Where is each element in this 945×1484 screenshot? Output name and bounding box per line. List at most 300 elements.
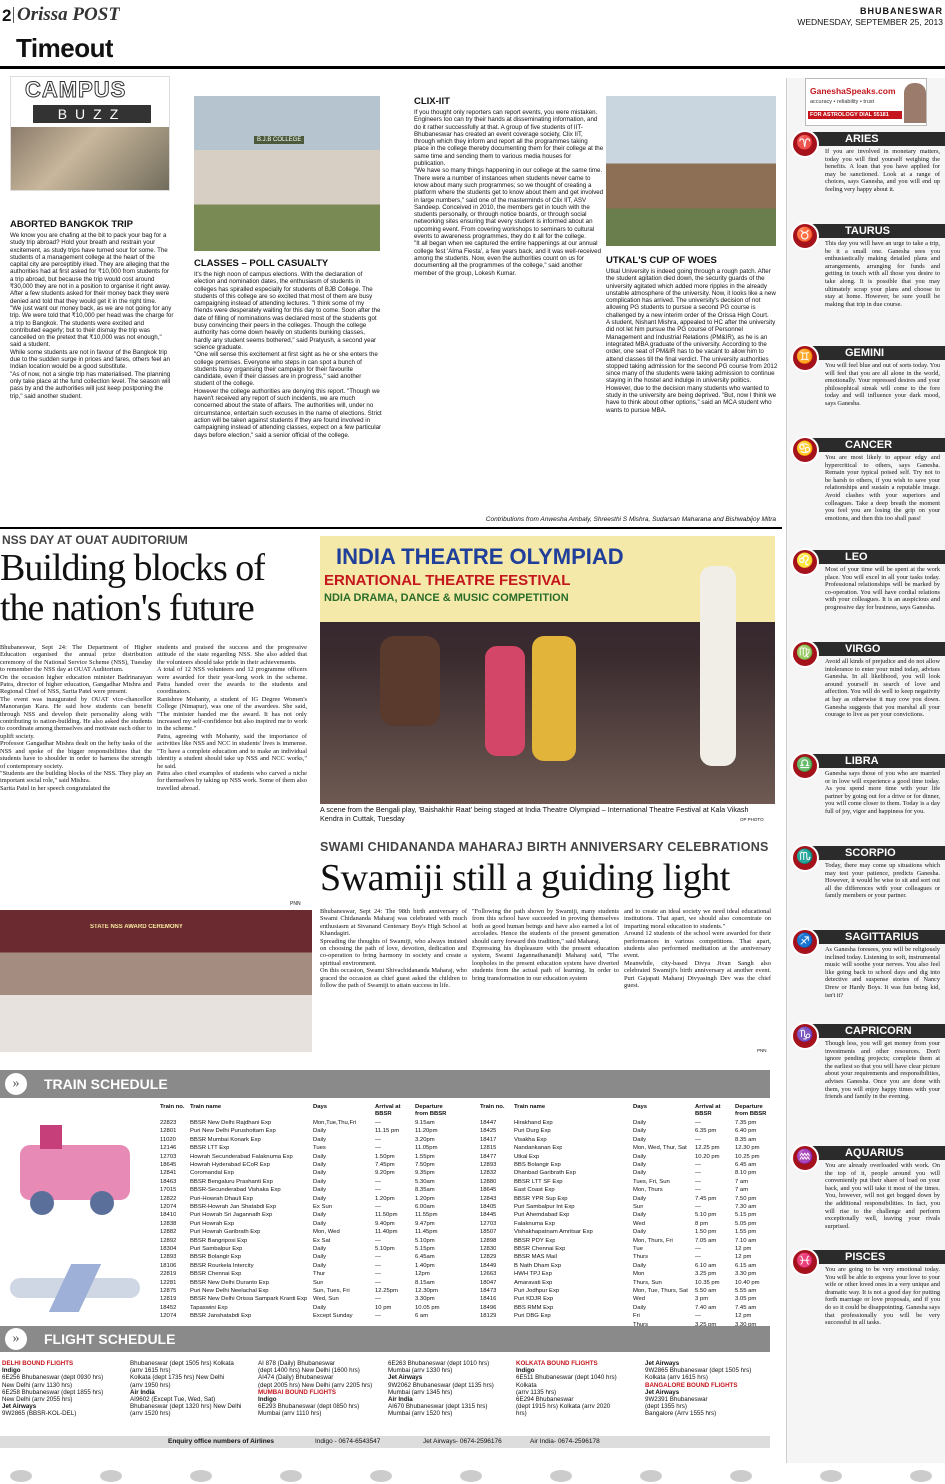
nss-photo-banner: STATE NSS AWARD CEREMONY: [90, 924, 183, 930]
train-number: 12875: [160, 1288, 177, 1294]
airline-name: Jet Airways: [645, 1388, 680, 1396]
train-departure: 1.55pm: [415, 1153, 435, 1160]
train-name: BBSR PDY Exp: [514, 1237, 556, 1244]
train-number: 18473: [480, 1288, 497, 1294]
train-days: Daily: [313, 1254, 327, 1261]
article-classes: [194, 258, 382, 516]
train-days: Mon, Wed: [313, 1229, 340, 1236]
train-number: 12703: [480, 1220, 497, 1227]
train-number: 12146: [160, 1145, 177, 1152]
train-arrival: 6.35 pm: [695, 1128, 717, 1135]
train-days: Mon: [633, 1271, 645, 1278]
train-number: 12893: [160, 1254, 177, 1261]
flight-column-6: [645, 1360, 773, 1418]
train-chimney: [40, 1125, 62, 1149]
train-days: Daily: [633, 1229, 647, 1236]
flight-detail: AI474 (Daily) Bhubaneswar: [258, 1374, 334, 1382]
article-title: CLIX-IIT: [414, 96, 450, 107]
flight-detail: Mumbai (arrv 1520 hrs): [388, 1410, 453, 1418]
zodiac-symbol-icon: ♋: [791, 436, 819, 464]
train-name: Puri Sambalpur Exp: [190, 1246, 243, 1252]
article-body: We know you are chafing at the bit to pack your bag for a study trip abroad? Hold your breath and restrain your excitement, as study trips have turned sour for some. The students of a management college at the heart of the capital city are perceptibly irked. They are alleging that the authorities had at first asked for ₹10,000 from students for a trip abroad, but because the trip would cost around ₹30,000 they are not in a position to organise it right away. After a few students asked for their money back they were denied and told that they would get it in the right time. "We just want our money back, as we are not going for any trip. We were told that ₹10,000 per head was the charge for a trip to Bangkok. The students were excited and contributed eagerly; but to their dismay the trip was cancelled on the pretext that ₹10,000 was not enough," said a student. While some students are not in favour of the Bangkok trip due to the sudden surge in prices and fares, others feel an Indian location would be a good substitute. "As of now, not a single trip has materialised. The planning only take place at the fund collection level. The season will pass by and the authorities will just keep postponing the trip," said another student.: [10, 232, 174, 400]
zodiac-capricorn: [787, 1022, 945, 1144]
train-arrival: 7.40 am: [695, 1304, 717, 1311]
train-name: Puri Sambalpur Int Exp: [514, 1204, 575, 1210]
train-name: Amaravati Exp: [514, 1279, 553, 1286]
actor-3: [700, 566, 736, 766]
train-arrival: 3 pm: [695, 1296, 709, 1303]
zodiac-symbol-icon: ♑: [791, 1022, 819, 1050]
flight-detail: 9W2865 Bhubaneswar (dept 1505 hrs): [645, 1367, 752, 1375]
flight-detail: AI670 Bhubaneswar (dept 1315 hrs): [388, 1403, 488, 1411]
train-number: 12882: [160, 1229, 177, 1236]
train-name: BBSR Janshatabdi Exp: [190, 1313, 252, 1320]
train-arrival: 3.25 pm: [695, 1321, 717, 1326]
flight-detail: 6E511 Bhubaneswar (dept 1040 hrs): [516, 1374, 617, 1382]
train-departure: 9.15am: [415, 1120, 435, 1126]
train-name: BBSR Bengaluru Prashanti Exp: [190, 1178, 273, 1185]
swami-kicker: SWAMI CHIDANANDA MAHARAJ BIRTH ANNIVERSARY CELEBRATIONS: [320, 840, 769, 854]
campus-photo: [11, 127, 170, 191]
plane-illustration: [0, 1260, 150, 1315]
enquiry-label: Enquiry office numbers of Airlines: [168, 1438, 274, 1445]
train-days: Daily: [633, 1162, 647, 1168]
train-arrival: —: [375, 1271, 381, 1278]
train-arrival: —: [695, 1136, 701, 1143]
zodiac-symbol-icon: ♉: [791, 222, 819, 250]
col-days-header: Days: [633, 1104, 648, 1110]
train-arrival: —: [375, 1187, 381, 1194]
zodiac-scorpio: [787, 844, 945, 928]
train-departure: 7.35 pm: [735, 1120, 757, 1126]
train-name: Puri New Delhi Neelachal Exp: [190, 1288, 269, 1294]
train-number: 18463: [160, 1178, 177, 1185]
train-departure: 11.55pm: [415, 1212, 438, 1219]
train-days: Fri: [633, 1313, 640, 1320]
train-arrival: —: [695, 1204, 701, 1210]
train-number: 18410: [160, 1212, 177, 1219]
train-days: Daily: [313, 1195, 327, 1202]
airline-name: Air India: [388, 1396, 413, 1404]
train-number: 12663: [480, 1271, 497, 1278]
train-days: Sun, Tues, Fri: [313, 1288, 350, 1294]
train-days: Daily: [633, 1120, 647, 1126]
train-name: BBSR-Secunderabad Vishaka Exp: [190, 1187, 281, 1194]
train-name: Coromandal Exp: [190, 1170, 234, 1177]
train-number: 12880: [480, 1178, 497, 1185]
zodiac-name: ARIES: [811, 132, 945, 146]
train-days: Ex Sat: [313, 1237, 331, 1244]
train-arrival: 10 pm: [375, 1304, 392, 1311]
train-number: 12822: [160, 1195, 177, 1202]
train-number: 17015: [160, 1187, 177, 1194]
train-departure: 6.45 am: [735, 1162, 757, 1168]
train-departure: 8.15am: [415, 1279, 435, 1286]
train-number: 12074: [160, 1313, 177, 1320]
zodiac-symbol-icon: ♊: [791, 344, 819, 372]
train-arrival: —: [695, 1254, 701, 1261]
campus-logo-bottom: BUZZ: [33, 105, 151, 123]
train-name: BBSR YPR Sup Exp: [514, 1195, 568, 1202]
train-departure: 12 pm: [735, 1313, 752, 1320]
flight-detail: 6E293 Bhubaneswar (dept 0850 hrs): [258, 1403, 360, 1411]
train-days: Thurs, Sun: [633, 1279, 662, 1286]
swami-column-3: and to create an ideal society we need ideal educational institutions. That apart, we should also concentrate on imparting moral education to students." Around 12 students of the school were awarded for their performances in various competitions. That apart, students also performed meditation at the anniversary event. Meanwhile, city-based Divya Jivan Sangh also celebrated Swamiji's birth anniversary at another event. Puri Gajapati Maharaj Divyasingh Dev was the chief guest.: [624, 908, 771, 990]
zodiac-name: CANCER: [811, 438, 945, 452]
zodiac-forecast: Ganesha says those of you who are married or in love will experience a good time today. As you spend more time with your life partner by going out for a drive or for dinner, you will come closer to them. Today is a day full of joy, vigor and happiness for you.: [825, 770, 940, 815]
train-days: Ex Sun: [313, 1204, 332, 1210]
train-days: Mon,Tue,Thu,Fri: [313, 1120, 357, 1126]
train-number: 12815: [480, 1145, 497, 1152]
zodiac-symbol-icon: ♒: [791, 1144, 819, 1172]
train-number: 18047: [480, 1279, 497, 1286]
train-name: HWH TPJ Exp: [514, 1271, 552, 1278]
train-number: 18416: [480, 1296, 497, 1303]
article-clix: [414, 96, 604, 516]
train-name: BBSR MAS Mail: [514, 1254, 557, 1261]
flight-detail: (dept 2005 hrs) New Delhi (arrv 2205 hrs): [258, 1381, 373, 1389]
train-days: Daily: [313, 1212, 327, 1219]
zodiac-name: CAPRICORN: [811, 1024, 945, 1038]
train-arrival: 6.10 am: [695, 1262, 717, 1269]
train-number: 12830: [480, 1246, 497, 1252]
college-photo: [194, 96, 380, 251]
zodiac-forecast: You are going to be very emotional today. You will be able to express your love to your wife or other loved ones in a very unique and dramatic way. It is not a good day for putting forth marriage or love proposals, and if you do so it could be disappointing. Ganesha says that professionally you will be very successful in all tasks.: [825, 1266, 940, 1327]
zodiac-name: VIRGO: [811, 642, 945, 656]
contributions-credit: Contributions from Anwesha Ambaly, Shreesthi S Mishra, Sudarsan Maharana and Bishwabijoy Mitra: [485, 516, 776, 523]
train-arrival: —: [695, 1178, 701, 1185]
swami-column-2: "Following the path shown by Swamiji, many students from this school have succeeded in proving themselves both as good human beings and have also earned a lot of accolades. Hence the students of the present generation should carry forward this tradition," said Maharaj. Expressing his displeasure with the present education system, Swami Jagannathanandji Maharaj said, "The loopholes in the present education system have diverted students from the actual path of learning. In order to bring transformation in our education system: [472, 908, 619, 982]
train-days: Daily: [313, 1246, 327, 1252]
zodiac-name: SCORPIO: [811, 846, 945, 860]
train-days: Daily: [313, 1162, 327, 1168]
train-arrival: 11.40pm: [375, 1229, 398, 1236]
train-arrival: 5.10 pm: [695, 1212, 717, 1219]
flight-column-3: [258, 1360, 388, 1418]
train-days: Daily: [313, 1220, 327, 1227]
train-name: BBSR New Delhi Orissa Sampark Kranti Exp: [190, 1296, 308, 1303]
train-days: Daily: [633, 1128, 647, 1135]
train-name: Falaknuma Exp: [514, 1220, 555, 1227]
zodiac-name: AQUARIUS: [811, 1146, 945, 1160]
train-name: BBSR Bangriposi Exp: [190, 1237, 248, 1244]
train-days: Wed: [633, 1220, 646, 1227]
train-departure: 1.20pm: [415, 1195, 435, 1202]
train-name: East Coast Exp: [514, 1187, 555, 1194]
train-arrival: —: [375, 1313, 381, 1320]
train-rows-left: [160, 1120, 470, 1326]
train-departure: 3.20pm: [415, 1136, 435, 1143]
train-departure: 9.35pm: [415, 1170, 435, 1177]
masthead-rule: [0, 66, 945, 69]
airline-name: Jet Airways: [645, 1360, 680, 1367]
flight-detail: 9W2391 Bhubaneswar: [645, 1396, 708, 1404]
train-arrival: —: [695, 1246, 701, 1252]
train-arrival: —: [375, 1262, 381, 1269]
theatre-banner-line1: INDIA THEATRE OLYMPIAD: [336, 544, 624, 569]
train-name: Puri Howrah Sri Jagannath Exp: [190, 1212, 273, 1219]
chevron-icon: »: [5, 1328, 27, 1350]
train-number: 12838: [160, 1220, 177, 1227]
page-number: 2: [2, 6, 12, 25]
train-arrival: 7.45 pm: [695, 1195, 717, 1202]
train-days: Daily: [633, 1304, 647, 1311]
train-title: TRAIN SCHEDULE: [44, 1076, 168, 1092]
zodiac-aries: [787, 130, 945, 222]
zodiac-symbol-icon: ♐: [791, 928, 819, 956]
flight-detail: 6E258 Bhubaneswar (dept 1855 hrs): [2, 1388, 104, 1396]
article-bangkok: [10, 219, 174, 515]
flight-detail: 9W2865 (BBSR-KOL-DEL): [2, 1410, 77, 1418]
train-arrival: —: [695, 1162, 701, 1168]
city: BHUBANESWAR: [860, 6, 943, 16]
zodiac-pisces: [787, 1248, 945, 1352]
train-number: 22823: [160, 1120, 177, 1126]
col-trainno-header: Train no.: [160, 1104, 185, 1110]
train-number: 22819: [160, 1271, 177, 1278]
zodiac-forecast: Most of your time will be spent at the work place. You will excel in all your tasks today. Professional relationships will be marked by co-operation. You will have cordial relations with your colleagues. It is an auspicious and progressive day for business, says Ganesha.: [825, 566, 940, 611]
section-rule: [0, 527, 782, 529]
train-days: Daily: [313, 1262, 327, 1269]
zodiac-name: LEO: [811, 550, 945, 564]
train-departure: 6.40 pm: [735, 1128, 757, 1135]
train-departure: 12.30pm: [415, 1288, 438, 1294]
zodiac-cancer: [787, 436, 945, 548]
train-name: Puri New Delhi Purushottam Exp: [190, 1128, 276, 1135]
train-name: Vishakhapatnam Amritsar Exp: [514, 1229, 593, 1236]
train-name: BBS RMM Exp: [514, 1304, 554, 1311]
train-name: Hirakhand Exp: [514, 1120, 553, 1126]
train-number: 18106: [160, 1262, 177, 1269]
train-days: Mon, Tue, Thurs, Sat: [633, 1288, 688, 1294]
train-days: Thurs: [633, 1254, 649, 1261]
register-mark: [730, 1470, 752, 1482]
train-arrival: 1.50 pm: [695, 1229, 717, 1236]
astro-call: FOR ASTROLOGY DIAL 55181: [808, 111, 902, 119]
train-days: Daily: [633, 1195, 647, 1202]
train-days: Sun: [633, 1204, 644, 1210]
train-days: Wed: [633, 1296, 646, 1303]
train-name: Puri Durg Exp: [514, 1128, 551, 1135]
train-name: BBSR Bolangir Exp: [190, 1254, 242, 1261]
flight-detail: 6E256 Bhubaneswar (dept 0930 hrs): [2, 1374, 104, 1382]
flight-title: FLIGHT SCHEDULE: [44, 1331, 176, 1347]
train-name: BBSR Rourkela Intercity: [190, 1262, 254, 1269]
train-rows-right: [480, 1120, 770, 1326]
train-arrival: —: [375, 1279, 381, 1286]
train-number: 12819: [160, 1296, 177, 1303]
train-arrival: 3.25 pm: [695, 1271, 717, 1278]
train-number: 18507: [480, 1229, 497, 1236]
train-name: BBSR LTT Exp: [190, 1145, 230, 1152]
masthead-divider: [13, 7, 14, 23]
actor-4: [380, 636, 440, 726]
swami-credit: PNN: [757, 1048, 767, 1053]
train-departure: 7.30 am: [735, 1204, 757, 1210]
train-days: Except Sunday: [313, 1313, 353, 1320]
train-number: 18645: [480, 1187, 497, 1194]
train-days: Daily: [313, 1178, 327, 1185]
enquiry-jet: Jet Airways- 0674-2596176: [423, 1438, 502, 1445]
article-body: If you thought only reporters can report events, you were mistaken. Engineers too can try their hands at disseminating information, and do it rather successfully at that. A group of five students of IIT-Bhubaneswar has created an event coverage society, Clix IIT, through which they inform and report all the programmes taking place in the college thereby documenting them for their college at the same time and sending them to various media houses for publication. "We have so many things happening in our college at the same time. There were a number of instances when students never came to know about many such programmes; so we thought of creating a platform where the students get to know about them and get involved in large numbers," said one of the masterminds of Clix IIT, ASV Sandeep. Conceived in 2010, the members get in touch with the students personally, or through notice boards, or through social networking sites ensuring that every student is informed about an upcoming event. From covering workshops to seminars to cultural events to awareness programmes, they do it all for the college. "It all began when we captured the entire happenings at our annual college fest 'Alma Fiesta', a few years back, and it was well-received among the students. Now, even the authorities count on us for documenting all the programmes of the college," said another member of the group, Lokesh Kumar.: [414, 109, 604, 277]
flight-column-1: [2, 1360, 127, 1418]
train-arrival: 7.05 am: [695, 1237, 717, 1244]
airline-name: Indigo: [2, 1367, 21, 1375]
train-days: Sun: [313, 1279, 324, 1286]
astro-ad: [805, 78, 927, 126]
train-number: 18129: [480, 1313, 497, 1320]
register-mark: [10, 1470, 32, 1482]
train-arrival: 1.50pm: [375, 1153, 395, 1160]
train-number: 12841: [160, 1170, 177, 1177]
train-name: Howrah Secunderabad Falaknuma Exp: [190, 1153, 293, 1160]
train-departure: 1.55 pm: [735, 1229, 757, 1236]
swami-headline: Swamiji still a guiding light: [320, 857, 730, 899]
train-departure: 10.05 pm: [415, 1304, 440, 1311]
airline-name: Indigo: [516, 1367, 535, 1375]
train-departure: 10.40 pm: [735, 1279, 760, 1286]
train-number: 11020: [160, 1136, 176, 1143]
train-arrival: 9.20pm: [375, 1170, 395, 1177]
train-number: 12801: [160, 1128, 177, 1135]
flight-header-bar: [0, 1326, 770, 1352]
nss-headline-line2: the nation's future: [0, 588, 254, 628]
train-days: Daily: [633, 1153, 647, 1160]
train-arrival: —: [375, 1178, 381, 1185]
col-trainno-header: Train no.: [480, 1104, 505, 1110]
flight-column-5: [516, 1360, 641, 1418]
train-arrival: —: [695, 1170, 701, 1177]
train-name: BBSR New Delhi Rajdhani Exp: [190, 1120, 272, 1126]
train-arrival: —: [695, 1313, 701, 1320]
train-arrival: 5.10pm: [375, 1246, 395, 1252]
zodiac-name: TAURUS: [811, 224, 945, 238]
train-illustration: [0, 1125, 150, 1220]
train-departure: 5.10pm: [415, 1237, 435, 1244]
train-name: Tapaswini Exp: [190, 1304, 228, 1311]
col-arrival-header: Arrival at BBSR: [375, 1104, 401, 1117]
train-departure: 8.10 pm: [735, 1170, 757, 1177]
train-name: BBSR-Howrah Jan Shatabdi Exp: [190, 1204, 277, 1210]
train-days: Thurs: [633, 1321, 649, 1326]
train-number: 12843: [480, 1195, 497, 1202]
zodiac-symbol-icon: ♍: [791, 640, 819, 668]
register-mark: [640, 1470, 662, 1482]
date: WEDNESDAY, SEPTEMBER 25, 2013: [797, 17, 943, 27]
train-arrival: 1.20pm: [375, 1195, 395, 1202]
theatre-credit: OP PHOTO: [740, 817, 764, 822]
train-departure: 7.45 am: [735, 1304, 757, 1311]
zodiac-virgo: [787, 640, 945, 752]
train-arrival: 9.40pm: [375, 1220, 395, 1227]
train-days: Mon, Thurs: [633, 1187, 663, 1194]
astro-tagline: accuracy • reliability • trust: [810, 99, 875, 105]
theatre-photo: [320, 536, 775, 804]
train-number: 12703: [160, 1153, 177, 1160]
train-days: Daily: [633, 1262, 647, 1269]
zodiac-forecast: This day you will have an urge to take a trip, be it a small one. Ganesha sees you enthusiastically making detailed plans and arrangements, arranging for funds and getting in touch with all those you desire to take along. It is possible that you may ultimately scrap your plans and choose to stay at home. However, be sure youill be making that trip in due course.: [825, 240, 940, 308]
train-days: Daily: [313, 1304, 327, 1311]
train-departure: 6.15 am: [735, 1262, 757, 1269]
nss-credit: PNN: [290, 901, 301, 907]
airline-name: Indigo: [258, 1396, 277, 1404]
train-days: Daily: [313, 1153, 327, 1160]
nss-column-2: students and praised the success and the progressive attitude of the state regarding NSS. She also added that the volunteers should take pride in their achievements. A total of 12 NSS volunteers and 12 programme officers were awarded for their year-long work in the scheme. Patra handed over the awards to the students and coordinators. Ranishree Mohanty, a student of IG Degree Women's College (Nimapur), was one of the awardees. She said, "The minister handed me the award. It has not only increased my self-confidence but also inspired me to work in the scheme." Patra, agreeing with Mohanty, said the importance of activities like NSS and NCC in students' lives is immense. "To have a complete education and to make an individual identity a student should take up NSS and NCC works," he said. Patra also cited examples of students who carved a niche for themselves by taking up NSS work. Some of them also travelled abroad.: [157, 644, 307, 792]
train-arrival: —: [695, 1187, 701, 1194]
train-days: Daily: [313, 1128, 327, 1135]
zodiac-forecast: If you are involved in monetary matters, today you will find yourself weighing the benefits. A loan that you have applied for may be sanctioned. Look at a range of choices, says Ganesha, and you will end up feeling very happy about it.: [825, 148, 940, 193]
train-number: 18445: [480, 1212, 497, 1219]
train-departure: 7.50pm: [415, 1162, 435, 1168]
train-days: Daily: [633, 1170, 647, 1177]
train-arrival: 10.20 pm: [695, 1153, 720, 1160]
train-departure: 12.30 pm: [735, 1145, 760, 1152]
train-number: 18496: [480, 1304, 497, 1311]
flight-detail: New Delhi (arrv 1130 hrs): [2, 1381, 73, 1389]
train-arrival: 8 pm: [695, 1220, 709, 1227]
train-departure: 12 pm: [735, 1254, 752, 1261]
train-departure: 11.20pm: [415, 1128, 438, 1135]
flight-detail: (arrv 1135 hrs): [516, 1388, 557, 1396]
actor-2: [532, 636, 576, 761]
flight-detail: AI 878 (Daily) Bhubaneswar: [258, 1360, 336, 1367]
train-name: BBSR Chennai Exp: [514, 1246, 566, 1252]
flight-detail: 6E294 Bhubaneswar: [516, 1396, 574, 1404]
train-arrival: —: [375, 1145, 381, 1152]
train-name: Dhanbad Garibrath Exp: [514, 1170, 576, 1177]
train-arrival: —: [375, 1237, 381, 1244]
train-arrival: —: [375, 1204, 381, 1210]
train-departure: 3.05 pm: [735, 1296, 757, 1303]
register-mark: [190, 1470, 212, 1482]
train-days: Mon, Thurs, Fri: [633, 1237, 673, 1244]
train-departure: 5.30am: [415, 1178, 435, 1185]
flight-section-heading: DELHI BOUND FLIGHTS: [2, 1360, 74, 1367]
train-number: 12892: [160, 1237, 177, 1244]
train-number: 18452: [160, 1304, 177, 1311]
train-table-left: [160, 1104, 470, 1326]
train-arrival: —: [375, 1136, 381, 1143]
flight-detail: Kolkata: [516, 1381, 537, 1389]
article-title: UTKAL'S CUP OF WOES: [606, 255, 717, 266]
flight-detail: (arrv 1615 hrs): [130, 1367, 171, 1375]
section-title: Timeout: [16, 33, 114, 63]
train-departure: 5.05 pm: [735, 1220, 757, 1227]
train-arrival: —: [375, 1120, 381, 1126]
train-name: B Nath Dham Exp: [514, 1262, 562, 1269]
col-departure-header: Departure from BBSR: [735, 1104, 767, 1117]
train-days: Mon, Wed, Thur, Sat: [633, 1145, 687, 1152]
col-arrival-header: Arrival at BBSR: [695, 1104, 721, 1117]
train-days: Daily: [313, 1136, 327, 1143]
zodiac-sagittarius: [787, 928, 945, 1022]
train-name: BBSR Mumbai Konark Exp: [190, 1136, 261, 1143]
train-number: 12832: [480, 1170, 497, 1177]
flight-detail: hrs): [516, 1410, 527, 1418]
train-days: Daily: [633, 1136, 647, 1143]
train-name: Nandankanan Exp: [514, 1145, 563, 1152]
train-number: 12893: [480, 1162, 497, 1168]
train-departure: 6.00am: [415, 1204, 435, 1210]
train-departure: 11.05pm: [415, 1145, 438, 1152]
train-name: Utkal Exp: [514, 1153, 540, 1160]
brand-name: Orissa POST: [17, 4, 120, 25]
astrologer-photo: [904, 83, 926, 123]
zodiac-forecast: You are most likely to appear edgy and hypercritical to others, says Ganesha. Remain your typical poised self. Try not to be harsh to others, if you wish to save your relationships and sustain a reputable image. Avoid clashes with your superiors and colleagues. Take a deep breath the moment you feel you are losing the grip on your emotions, and then this too shall pass!: [825, 454, 940, 522]
train-days: Tues: [313, 1145, 326, 1152]
zodiac-forecast: Avoid all kinds of prejudice and do not allow intolerance to enter your mind today, advises Ganesha. In all likelihood, you will look around yourself in search of love and affection. You will do well to keep negativity at bay as otherwise it may cow you down. Ganesha suggests that you marshal all your courage to live as per your convictions.: [825, 658, 940, 719]
register-mark: [370, 1470, 392, 1482]
